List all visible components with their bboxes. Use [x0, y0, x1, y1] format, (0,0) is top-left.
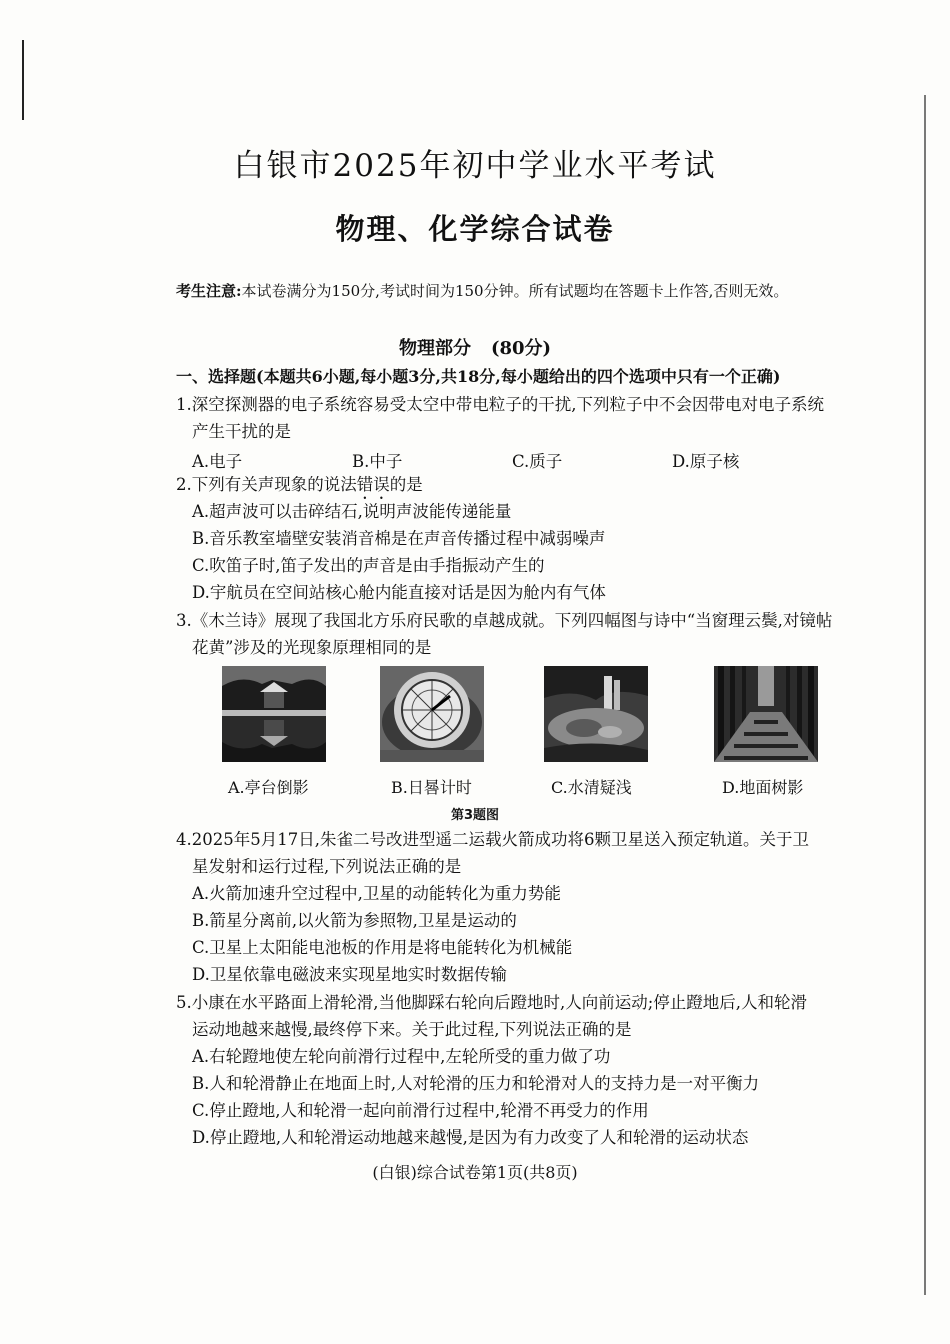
q4-option-d: D.卫星依靠电磁波来实现星地实时数据传输: [192, 965, 507, 984]
q4-stem-line1: 4.2025年5月17日,朱雀二号改进型遥二运载火箭成功将6颗卫星送入预定轨道。关于卫: [176, 830, 809, 849]
q1-stem-line2: 产生干扰的是: [192, 422, 291, 441]
q2-option-d: D.宇航员在空间站核心舱内能直接对话是因为舱内有气体: [192, 583, 606, 602]
q3-figure-caption: 第3题图: [450, 808, 500, 823]
section-heading: [0, 334, 950, 360]
clear-water-image: [544, 666, 648, 762]
tree-shadow-image: [714, 666, 818, 762]
q3-option-c: C.水清疑浅: [551, 778, 632, 797]
q2-option-b: B.音乐教室墙壁安装消音棉是在声音传播过程中减弱噪声: [192, 529, 606, 548]
q4-option-b: B.箭星分离前,以火箭为参照物,卫星是运动的: [192, 911, 517, 930]
q5-option-d: D.停止蹬地,人和轮滑运动地越来越慢,是因为有力改变了人和轮滑的运动状态: [192, 1128, 749, 1147]
pavilion-reflection-image: [222, 666, 326, 762]
section-name: 物理部分: [398, 338, 471, 359]
q4-option-c: C.卫星上太阳能电池板的作用是将电能转化为机械能: [192, 938, 573, 957]
q2-option-a: A.超声波可以击碎结石,说明声波能传递能量: [192, 502, 512, 521]
exam-title: 白银市2025年初中学业水平考试: [233, 148, 717, 184]
q1-stem-line1: 1.深空探测器的电子系统容易受太空中带电粒子的干扰,下列粒子中不会因带电对电子系统: [176, 395, 824, 414]
q4-option-a: A.火箭加速升空过程中,卫星的动能转化为重力势能: [192, 884, 561, 903]
q5-stem-line2: 运动地越来越慢,最终停下来。关于此过程,下列说法正确的是: [192, 1020, 632, 1039]
exam-subtitle: 物理、化学综合试卷: [335, 212, 615, 246]
q5-option-b: B.人和轮滑静止在地面上时,人对轮滑的压力和轮滑对人的支持力是一对平衡力: [192, 1074, 760, 1093]
notice-label: 考生注意:: [176, 282, 242, 300]
q1-option-a: A.电子: [192, 452, 243, 471]
q3-stem-line2: 花黄”涉及的光现象原理相同的是: [192, 638, 432, 657]
q2-stem-pre: 2.下列有关声现象的说法: [176, 475, 357, 494]
q5-option-c: C.停止蹬地,人和轮滑一起向前滑行过程中,轮滑不再受力的作用: [192, 1101, 649, 1120]
q4-stem-line2: 星发射和运行过程,下列说法正确的是: [192, 857, 462, 876]
q3-option-a: A.亭台倒影: [228, 778, 309, 797]
scan-edge-right: [924, 95, 926, 1295]
scan-edge-left: [22, 40, 24, 120]
q5-stem-line1: 5.小康在水平路面上滑轮滑,当他脚踩右轮向后蹬地时,人向前运动;停止蹬地后,人和轮滑: [176, 993, 808, 1012]
part1-heading: 一、选择题(本题共6小题,每小题3分,共18分,每小题给出的四个选项中只有一个正确): [176, 367, 781, 386]
sundial-image: [380, 666, 484, 762]
notice-text: 本试卷满分为150分,考试时间为150分钟。所有试题均在答题卡上作答,否则无效。: [241, 282, 789, 300]
section-score: (80分): [490, 338, 552, 359]
q1-option-b: B.中子: [352, 452, 403, 471]
q2-option-c: C.吹笛子时,笛子发出的声音是由手指振动产生的: [192, 556, 545, 575]
page-footer: (白银)综合试卷第1页(共8页): [372, 1163, 578, 1182]
q3-option-d: D.地面树影: [722, 778, 804, 797]
q2-stem-post: 的是: [389, 475, 423, 494]
q1-option-d: D.原子核: [672, 452, 740, 471]
q2-stem: [176, 474, 423, 503]
q3-stem-line1: 3.《木兰诗》展现了我国北方乐府民歌的卓越成就。下列四幅图与诗中“当窗理云鬓,对镜帖: [176, 611, 833, 630]
q1-option-c: C.质子: [512, 452, 563, 471]
q3-option-b: B.日晷计时: [391, 778, 472, 797]
q5-option-a: A.右轮蹬地使左轮向前滑行过程中,左轮所受的重力做了功: [192, 1047, 611, 1066]
q2-stem-emphasis: 错误: [356, 475, 390, 494]
candidate-notice: [176, 280, 788, 301]
